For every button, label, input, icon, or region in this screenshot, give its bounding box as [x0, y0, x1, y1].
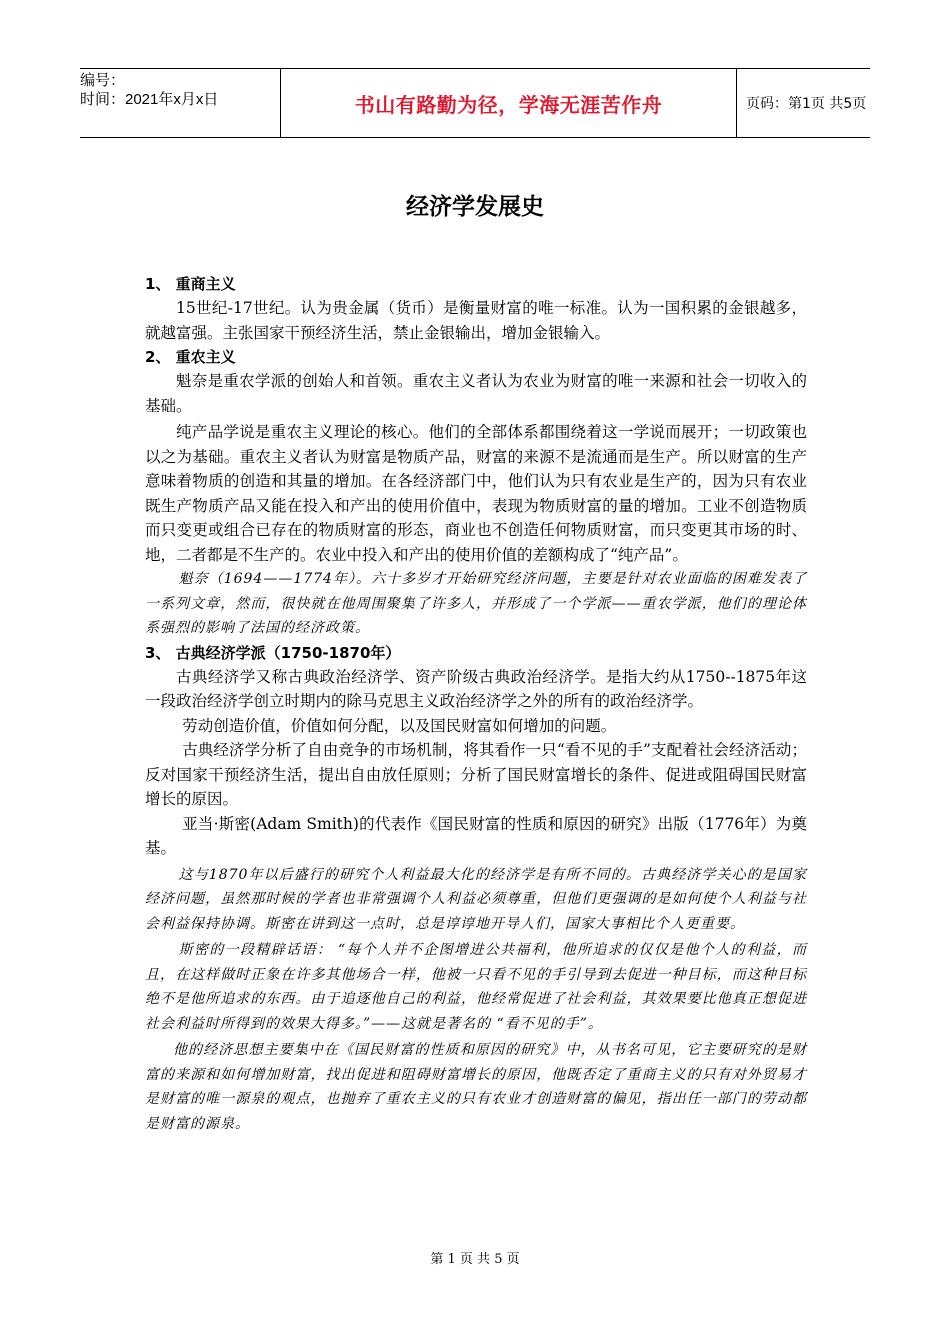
paragraph: 古典经济学又称古典政治经济学、资产阶级古典政治经济学。是指大约从1750--1875年这一段政治经济学创立时期内的除马克思主义政治经济学之外的所有的政治经济学。 [145, 667, 807, 710]
header-motto: 书山有路勤为径，学海无涯苦作舟 [354, 92, 663, 117]
document-number-label: 编号： [80, 72, 126, 89]
document-title: 经济学发展史 [406, 194, 544, 220]
paragraph: 15世纪-17世纪。认为贵金属（货币）是衡量财富的唯一标准。认为一国积累的金银越多，就越富强。主张国家干预经济生活，禁止金银输出，增加金银输入。 [145, 299, 807, 342]
page-info-text: 页码：第1页 共5页 [746, 96, 867, 112]
paragraph: 纯产品学说是重农主义理论的核心。他们的全部体系都围绕着这一学说而展开；一切政策也以之为基础。重农主义者认为财富是物质产品，财富的来源不是流通而是生产。所以财富的生产意味着物质的创造和其量的增加。在各经济部门中，他们认为只有农业是生产的，因为只有农业既生产物质产品又能在投入和产出的使用价值中，表现为物质财富的量的增加。工业不创造物质而只变更或组合已存在的物质财富的形态，商业也不创造任何物质财富，而只变更其市场的时、地，二者都是不生产的。农业中投入和产出的使用价值的差额构成了“纯产品”。 [145, 423, 807, 564]
header-meta [80, 69, 280, 139]
paragraph: 劳动创造价值，价值如何分配，以及国民财富如何增加的问题。 [182, 716, 617, 735]
page-header [80, 68, 870, 138]
page-footer: 第 1 页 共 5 页 [430, 1252, 520, 1267]
header-motto-cell [280, 69, 737, 137]
paragraph: 魁奈是重农学派的创始人和首领。重农主义者认为农业为财富的唯一来源和社会一切收入的基础。 [145, 372, 807, 415]
document-time-label: 时间：2021年x月x日 [80, 91, 219, 108]
paragraph: 古典经济学分析了自由竞争的市场机制，将其看作一只“看不见的手”支配着社会经济活动；反对国家干预经济生活，提出自由放任原则；分析了国民财富增长的条件、促进或阻碍国民财富增长的原因。 [145, 741, 807, 808]
paragraph: 魁奈（1694——1774年）。六十多岁才开始研究经济问题，主要是针对农业面临的困难发表了一系列文章，然而，很快就在他周围聚集了许多人，并形成了一个学派——重农学派，他们的理论体系强烈的影响了法国的经济政策。 [145, 571, 807, 636]
paragraph: 亚当·斯密(Adam Smith)的代表作《国民财富的性质和原因的研究》出版（1776年）为奠基。 [145, 814, 807, 857]
header-page-info [736, 69, 870, 137]
section-heading: 2、 重农主义 [145, 348, 236, 366]
section-heading: 1、 重商主义 [145, 275, 236, 293]
section-heading: 3、 古典经济学派（1750-1870年） [145, 643, 401, 662]
paragraph: 这与1870年以后盛行的研究个人利益最大化的经济学是有所不同的。古典经济学关心的是国家经济问题，虽然那时候的学者也非常强调个人利益必须尊重，但他们更强调的是如何使个人利益与社会利益保持协调。斯密在讲到这一点时，总是谆谆地开导人们，国家大事相比个人更重要。 [145, 866, 807, 932]
document-body [145, 272, 807, 1136]
paragraph: 斯密的一段精辟话语： “每个人并不企图增进公共福利，他所追求的仅仅是他个人的利益，而且，在这样做时正象在许多其他场合一样，他被一只看不见的手引导到去促进一种目标，而这种目标绝不是他所追求的东西。由于追逐他自己的利益，他经常促进了社会利益，其效果要比他真正想促进社会利益时所得到的效果大得多。”——这就是著名的 “看不见的手”。 [145, 942, 807, 1032]
paragraph: 他的经济思想主要集中在《国民财富的性质和原因的研究》中，从书名可见，它主要研究的是财富的来源和如何增加财富，找出促进和阻碍财富增长的原因，他既否定了重商主义的只有对外贸易才是财富的唯一源泉的观点，也抛弃了重农主义的只有农业才创造财富的偏见，指出任一部门的劳动都是财富的源泉。 [145, 1042, 807, 1132]
